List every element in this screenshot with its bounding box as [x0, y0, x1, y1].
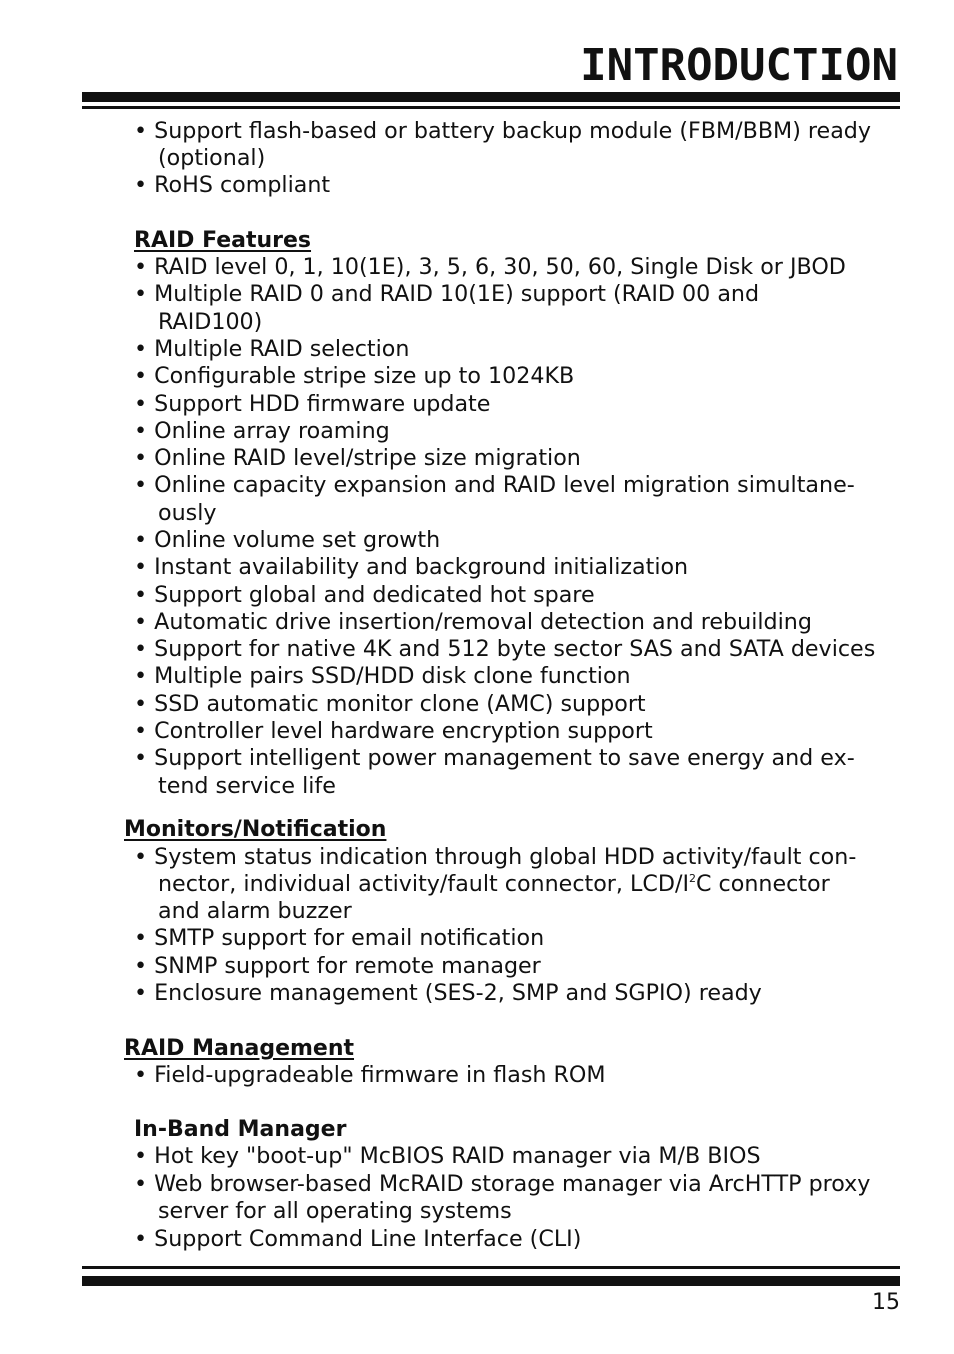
list-item-continuation: server for all operating systems [158, 1198, 512, 1224]
section-heading-raid-management: RAID Management [124, 1036, 355, 1061]
footer-rule-thick [82, 1276, 900, 1286]
list-item: • Online RAID level/stripe size migration [134, 445, 581, 471]
list-item-text: nector, individual activity/fault connector, LCD/I [158, 871, 689, 897]
section-heading-monitors: Monitors/Notification [124, 817, 387, 842]
list-item: • SMTP support for email notification [134, 925, 545, 951]
list-item: • Enclosure management (SES-2, SMP and SGPIO) ready [134, 980, 762, 1006]
page-title: INTRODUCTION [580, 40, 898, 91]
list-item-continuation [158, 871, 830, 898]
section-heading-inband-manager: In-Band Manager [134, 1117, 347, 1142]
header-rule-thin [82, 106, 900, 109]
list-item: • Online array roaming [134, 418, 390, 444]
list-item: • Support for native 4K and 512 byte sector SAS and SATA devices [134, 636, 876, 662]
list-item: • Multiple RAID selection [134, 336, 410, 362]
superscript: 2 [689, 872, 696, 885]
list-item: • System status indication through global HDD activity/fault con- [134, 844, 857, 870]
list-item: • Multiple RAID 0 and RAID 10(1E) support (RAID 00 and [134, 281, 760, 307]
list-item: • Field-upgradeable firmware in flash ROM [134, 1062, 606, 1088]
list-item: • Configurable stripe size up to 1024KB [134, 363, 575, 389]
list-item: • Support Command Line Interface (CLI) [134, 1226, 582, 1252]
list-item: • RAID level 0, 1, 10(1E), 3, 5, 6, 30, 50, 60, Single Disk or JBOD [134, 254, 846, 280]
list-item: • Controller level hardware encryption support [134, 718, 653, 744]
header-rule-thick [82, 92, 900, 102]
list-item-text: C connector [696, 871, 830, 897]
list-item-continuation: RAID100) [158, 309, 263, 335]
list-item: • Support flash-based or battery backup module (FBM/BBM) ready [134, 118, 872, 144]
list-item-continuation: ously [158, 500, 217, 526]
list-item: • Hot key "boot-up" McBIOS RAID manager via M/B BIOS [134, 1143, 761, 1169]
list-item: • Web browser-based McRAID storage manager via ArcHTTP proxy [134, 1171, 871, 1197]
list-item: • Automatic drive insertion/removal detection and rebuilding [134, 609, 812, 635]
list-item: • Instant availability and background initialization [134, 554, 689, 580]
footer-rule-thin [82, 1266, 900, 1269]
list-item: • RoHS compliant [134, 172, 331, 198]
list-item: • Support global and dedicated hot spare [134, 582, 595, 608]
list-item-continuation: (optional) [158, 145, 266, 171]
list-item: • SSD automatic monitor clone (AMC) support [134, 691, 646, 717]
list-item: • Support intelligent power management to save energy and ex- [134, 745, 855, 771]
list-item: • Online capacity expansion and RAID level migration simultane- [134, 472, 855, 498]
list-item: • Online volume set growth [134, 527, 441, 553]
list-item: • Support HDD firmware update [134, 391, 491, 417]
list-item-continuation: tend service life [158, 773, 336, 799]
list-item: • Multiple pairs SSD/HDD disk clone function [134, 663, 631, 689]
list-item-continuation: and alarm buzzer [158, 898, 352, 924]
section-heading-raid-features: RAID Features [134, 228, 312, 253]
page-number: 15 [872, 1290, 900, 1315]
list-item: • SNMP support for remote manager [134, 953, 541, 979]
